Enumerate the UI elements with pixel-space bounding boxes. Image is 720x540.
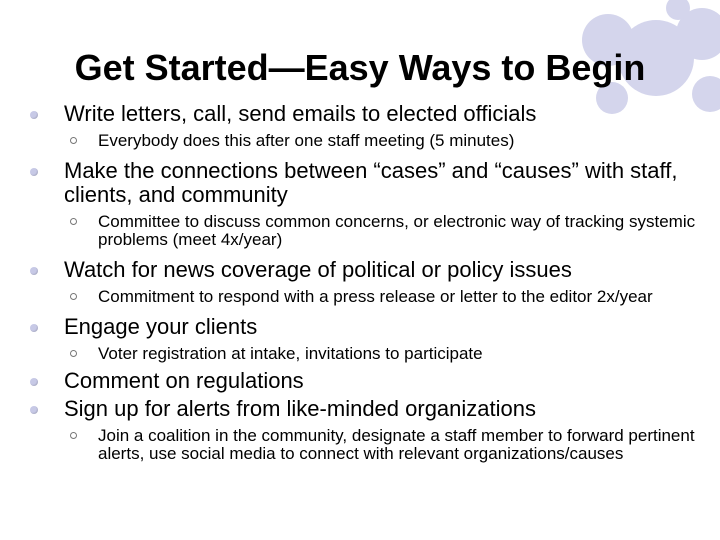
sub-bullet-item [28, 345, 698, 363]
slide-title: Get Started—Easy Ways to Begin [74, 47, 646, 88]
bullet-icon [30, 111, 38, 119]
bullet-text: Write letters, call, send emails to elected officials [64, 101, 537, 126]
sub-bullet-text: Commitment to respond with a press release or letter to the editor 2x/year [98, 287, 653, 306]
sub-bullet-item [28, 288, 698, 306]
bullet-item [28, 315, 698, 339]
bullet-item [28, 369, 698, 393]
bullet-text: Make the connections between “cases” and “causes” with staff, clients, and community [64, 158, 678, 207]
sub-bullet-icon [70, 293, 77, 300]
bullet-icon [30, 406, 38, 414]
bullet-icon [30, 378, 38, 386]
bullet-text: Engage your clients [64, 314, 258, 339]
bullet-icon [30, 267, 38, 275]
sub-bullet-text: Voter registration at intake, invitations to participate [98, 344, 483, 363]
sub-bullet-icon [70, 432, 77, 439]
bullet-item [28, 102, 698, 126]
sub-bullet-text: Join a coalition in the community, designate a staff member to forward pertinent alerts, use social media to connect with relevant organizations/causes [98, 426, 695, 463]
sub-bullet-icon [70, 218, 77, 225]
bullet-text: Comment on regulations [64, 368, 304, 393]
bullet-icon [30, 168, 38, 176]
sub-bullet-icon [70, 350, 77, 357]
bullet-item [28, 397, 698, 421]
sub-bullet-icon [70, 137, 77, 144]
bullet-text: Watch for news coverage of political or policy issues [64, 257, 572, 282]
sub-bullet-text: Committee to discuss common concerns, or electronic way of tracking systemic problems (meet 4x/year) [98, 212, 696, 249]
sub-bullet-item [28, 132, 698, 150]
sub-bullet-item [28, 427, 698, 463]
bullet-item [28, 159, 698, 207]
sub-bullet-item [28, 213, 698, 249]
bullet-list [28, 102, 698, 463]
bullet-item [28, 258, 698, 282]
sub-bullet-text: Everybody does this after one staff meeting (5 minutes) [98, 131, 515, 150]
bullet-text: Sign up for alerts from like-minded organizations [64, 396, 537, 421]
bullet-icon [30, 324, 38, 332]
